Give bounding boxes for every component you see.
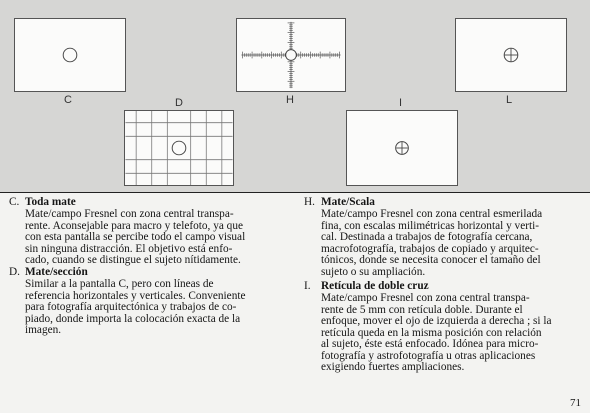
page-number: 71 bbox=[570, 397, 581, 409]
item-c-body: Mate/campo Fresnel con zona central transpa- rente. Aconsejable para macro y telefoto, ya que con esta pantalla se percibe todo el campo visual sin ninguna distracción. El objetivo está enfo- cado, cuando se distingue el sujeto nítidamente. bbox=[25, 208, 246, 266]
screen-i-label: I bbox=[399, 97, 403, 109]
screen-c-label: C bbox=[64, 94, 72, 106]
item-h-letter: H. bbox=[304, 196, 315, 208]
screen-d-diagram bbox=[124, 110, 234, 186]
screen-l-diagram bbox=[455, 18, 567, 92]
item-i-title: Retícula de doble cruz bbox=[321, 280, 429, 292]
item-d-title: Mate/sección bbox=[25, 266, 88, 278]
screen-d-label: D bbox=[175, 97, 183, 109]
screen-i-diagram bbox=[346, 110, 458, 186]
screen-l-crosshair-icon bbox=[456, 19, 566, 91]
screen-l-label: L bbox=[506, 94, 513, 106]
screen-c-diagram bbox=[14, 18, 126, 92]
item-d-letter: D. bbox=[9, 266, 20, 278]
item-h-title: Mate/Scala bbox=[321, 196, 375, 208]
focusing-screens-illustration bbox=[0, 0, 590, 193]
item-c bbox=[9, 197, 289, 267]
item-i-letter: I. bbox=[304, 280, 311, 292]
screen-i-double-cross-icon bbox=[347, 111, 457, 185]
item-d-body: Similar a la pantalla C, pero con líneas de referencia horizontales y verticales. Conveniente para fotografía arquitectónica y trabajos de co- piado, donde importa la colocación exacta de la imagen. bbox=[25, 278, 246, 336]
item-i-body: Mate/campo Fresnel con zona central transpa- rente de 5 mm con retícula doble. Durante el enfoque, mover el ojo de izquierda a derecha ; si la retícula queda en la misma posición con relación al sujeto, éste está enfocado. Idónea para micro- fotografía y astrofotografía u otras aplicaciones exigiendo fuertes ampliaciones. bbox=[321, 292, 552, 373]
item-c-title: Toda mate bbox=[25, 196, 76, 208]
item-h-body: Mate/campo Fresnel con zona central esmerilada fina, con escalas milimétricas horizontal y verti- cal. Destinada a trabajos de fotografía cercana, macrofotografía, trabajos de copiado y arquitec- tónicos, donde se necesita conocer el tamaño del sujeto o su ampliación. bbox=[321, 208, 543, 278]
item-c-letter: C. bbox=[9, 196, 20, 208]
item-i bbox=[304, 281, 584, 376]
item-h bbox=[304, 197, 584, 281]
screen-c-circle-icon bbox=[15, 19, 125, 91]
screen-h-scale-icon bbox=[237, 19, 345, 91]
screen-h-diagram bbox=[236, 18, 346, 92]
screen-d-grid-icon bbox=[125, 111, 233, 185]
screen-h-label: H bbox=[286, 94, 294, 106]
item-d bbox=[9, 267, 289, 337]
